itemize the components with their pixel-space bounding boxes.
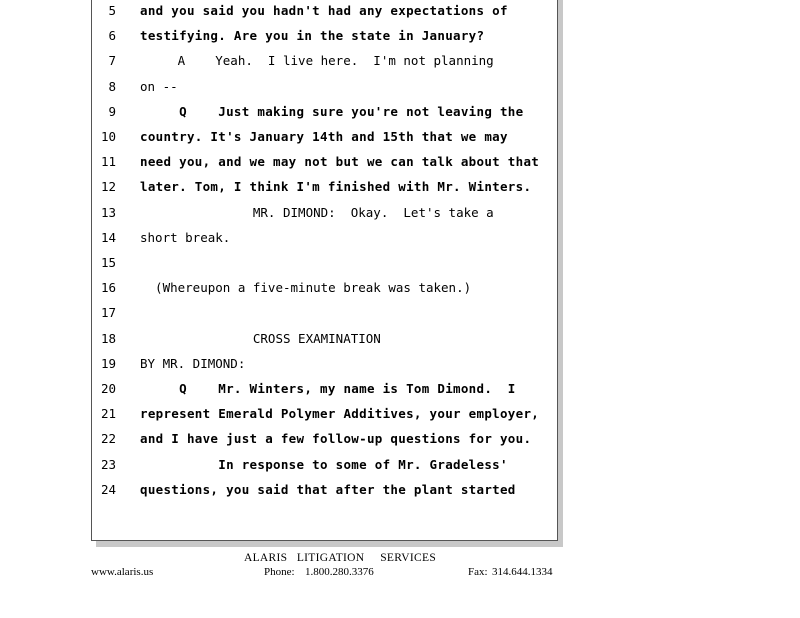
line-text: short break. bbox=[140, 229, 231, 245]
transcript-line bbox=[92, 455, 559, 475]
transcript-line bbox=[92, 429, 559, 449]
line-text: Q Mr. Winters, my name is Tom Dimond. I bbox=[140, 381, 516, 396]
footer-phone: 1.800.280.3376 bbox=[305, 566, 374, 578]
line-number: 22 bbox=[100, 431, 116, 447]
footer-fax-label: Fax: bbox=[468, 566, 488, 578]
line-text: represent Emerald Polymer Additives, your employer, bbox=[140, 406, 540, 422]
line-number: 15 bbox=[100, 255, 116, 270]
line-number: 17 bbox=[100, 305, 116, 321]
line-number: 24 bbox=[100, 481, 116, 497]
line-number: 6 bbox=[108, 28, 116, 44]
transcript-line bbox=[92, 480, 559, 500]
transcript-line bbox=[92, 228, 559, 248]
transcript-line bbox=[92, 127, 559, 147]
line-text: questions, you said that after the plant started bbox=[140, 481, 516, 497]
line-number: 19 bbox=[100, 355, 116, 371]
line-number: 10 bbox=[100, 129, 116, 144]
line-number: 16 bbox=[100, 280, 116, 296]
line-text: CROSS EXAMINATION bbox=[140, 330, 381, 346]
transcript-line bbox=[92, 1, 559, 21]
transcript-line bbox=[92, 303, 559, 323]
transcript-line bbox=[92, 177, 559, 197]
footer-website[interactable]: www.alaris.us bbox=[91, 566, 154, 578]
line-text: on -- bbox=[140, 78, 178, 94]
line-number: 13 bbox=[100, 204, 116, 220]
transcript-line bbox=[92, 26, 559, 46]
line-text: testifying. Are you in the state in January? bbox=[140, 28, 485, 44]
line-text: country. It's January 14th and 15th that we may bbox=[140, 129, 508, 144]
line-number: 9 bbox=[108, 103, 116, 119]
line-text: In response to some of Mr. Gradeless' bbox=[140, 456, 508, 472]
line-text: BY MR. DIMOND: bbox=[140, 355, 246, 371]
line-text: A Yeah. I live here. I'm not planning bbox=[140, 53, 494, 69]
transcript-line bbox=[92, 253, 559, 273]
transcript-line bbox=[92, 203, 559, 223]
footer-phone-label: Phone: bbox=[264, 566, 295, 578]
line-text: (Whereupon a five-minute break was taken.) bbox=[140, 280, 472, 296]
line-number: 21 bbox=[100, 406, 116, 422]
line-text: and I have just a few follow-up questions for you. bbox=[140, 431, 532, 447]
line-number: 11 bbox=[100, 154, 116, 170]
transcript-line bbox=[92, 278, 559, 298]
line-number: 7 bbox=[108, 53, 116, 69]
transcript-line bbox=[92, 51, 559, 71]
transcript-line bbox=[92, 404, 559, 424]
transcript-line bbox=[92, 354, 559, 374]
line-text: Q Just making sure you're not leaving the bbox=[140, 103, 524, 119]
line-text: MR. DIMOND: Okay. Let's take a bbox=[140, 204, 494, 220]
transcript-line bbox=[92, 77, 559, 97]
line-number: 5 bbox=[108, 3, 116, 18]
line-text: and you said you hadn't had any expectations of bbox=[140, 3, 508, 18]
footer-company: ALARIS LITIGATION SERVICES bbox=[244, 552, 437, 564]
transcript-page bbox=[91, 0, 558, 541]
transcript-line bbox=[92, 152, 559, 172]
footer-fax: 314.644.1334 bbox=[492, 566, 553, 578]
line-number: 23 bbox=[100, 456, 116, 472]
line-number: 18 bbox=[100, 330, 116, 346]
transcript-line bbox=[92, 102, 559, 122]
line-text: need you, and we may not but we can talk about that bbox=[140, 154, 540, 170]
line-number: 14 bbox=[100, 229, 116, 245]
line-text: later. Tom, I think I'm finished with Mr. Winters. bbox=[140, 179, 532, 195]
line-number: 20 bbox=[100, 381, 116, 396]
transcript-line bbox=[92, 329, 559, 349]
line-number: 12 bbox=[100, 179, 116, 195]
line-number: 8 bbox=[108, 78, 116, 94]
transcript-line bbox=[92, 379, 559, 399]
